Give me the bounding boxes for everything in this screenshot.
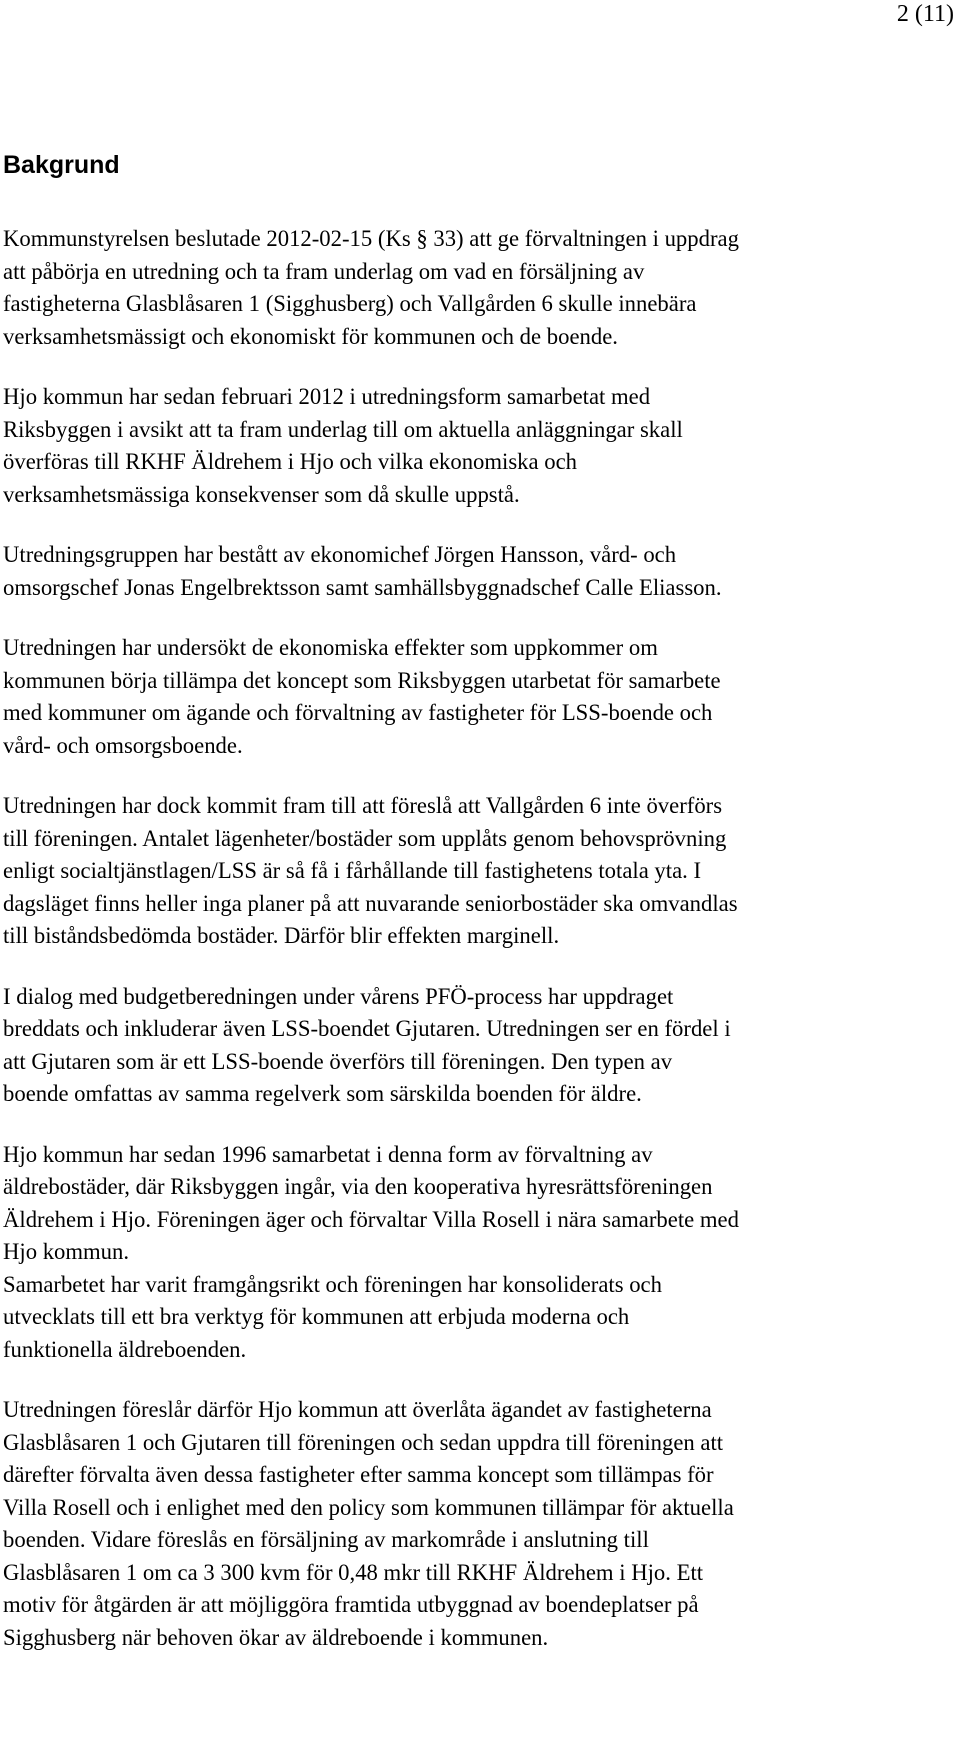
page-number: 2 (11) <box>896 1 954 27</box>
section-heading: Bakgrund <box>3 151 120 179</box>
paragraph-effects: Utredningen har undersökt de ekonomiska effekter som uppkommer om kommunen börja tillämpa det koncept som Riksbyggen utarbetat för samarbete med kommuner om ägande och förvaltning av fastigheter för LSS-boende och vård- och omsorgsboende. <box>3 635 721 758</box>
paragraph-investigation: Hjo kommun har sedan februari 2012 i utredningsform samarbetat med Riksbyggen i avsikt att ta fram underlag till om aktuella anläggningar skall överföras till RKHF Äldrehem i Hjo och vilka ekonomiska och verksamhetsmässiga konsekvenser som då skulle uppstå. <box>3 384 683 507</box>
paragraph-decision: Kommunstyrelsen beslutade 2012-02-15 (Ks § 33) att ge förvaltningen i uppdrag att påbörja en utredning och ta fram underlag om vad en försäljning av fastigheterna Glasblåsaren 1 (Sigghusberg) och Vallgården 6 skulle innebära verksamhetsmässigt och ekonomiskt för kommunen och de boende. <box>3 226 739 349</box>
document-body <box>3 223 953 1682</box>
paragraph-proposal: Utredningen föreslår därför Hjo kommun att överlåta ägandet av fastigheterna Glasblåsaren 1 och Gjutaren till föreningen och sedan uppdra till föreningen att därefter förvalta även dessa fastigheter efter samma koncept som tillämpas för Villa Rosell och i enlighet med den policy som kommunen tillämpar för aktuella boenden. Vidare föreslås en försäljning av markområde i anslutning till Glasblåsaren 1 om ca 3 300 kvm för 0,48 mkr till RKHF Äldrehem i Hjo. Ett motiv för åtgärden är att möjliggöra framtida utbyggnad av boendeplatser på Sigghusberg när behoven ökar av äldreboende i kommunen. <box>3 1397 734 1650</box>
paragraph-dialog: I dialog med budgetberedningen under vårens PFÖ-process har uppdraget breddats och inkluderar även LSS-boendet Gjutaren. Utredningen ser en fördel i att Gjutaren som är ett LSS-boende överförs till föreningen. Den typen av boende omfattas av samma regelverk som särskilda boenden för äldre. <box>3 983 731 1106</box>
paragraph-cooperation: Samarbetet har varit framgångsrikt och föreningen har konsoliderats och utvecklats till ett bra verktyg för kommunen att erbjuda moderna och funktionella äldreboenden. <box>3 1271 662 1362</box>
paragraph-history: Hjo kommun har sedan 1996 samarbetat i denna form av förvaltning av äldrebostäder, där Riksbyggen ingår, via den kooperativa hyresrättsföreningen Äldrehem i Hjo. Föreningen äger och förvaltar Villa Rosell i nära samarbete med Hjo kommun. <box>3 1141 739 1264</box>
paragraph-vallgarden: Utredningen har dock kommit fram till att föreslå att Vallgården 6 inte överförs till föreningen. Antalet lägenheter/bostäder som upplåts genom behovsprövning enligt socialtjänstlagen/LSS är så få i fårhållande till fastighetens totala yta. I dagsläget finns heller inga planer på att nuvarande seniorbostäder ska omvandlas till biståndsbedömda bostäder. Därför blir effekten marginell. <box>3 793 738 948</box>
paragraph-working-group: Utredningsgruppen har bestått av ekonomichef Jörgen Hansson, vård- och omsorgschef Jonas Engelbrektsson samt samhällsbyggnadschef Calle Eliasson. <box>3 542 722 600</box>
